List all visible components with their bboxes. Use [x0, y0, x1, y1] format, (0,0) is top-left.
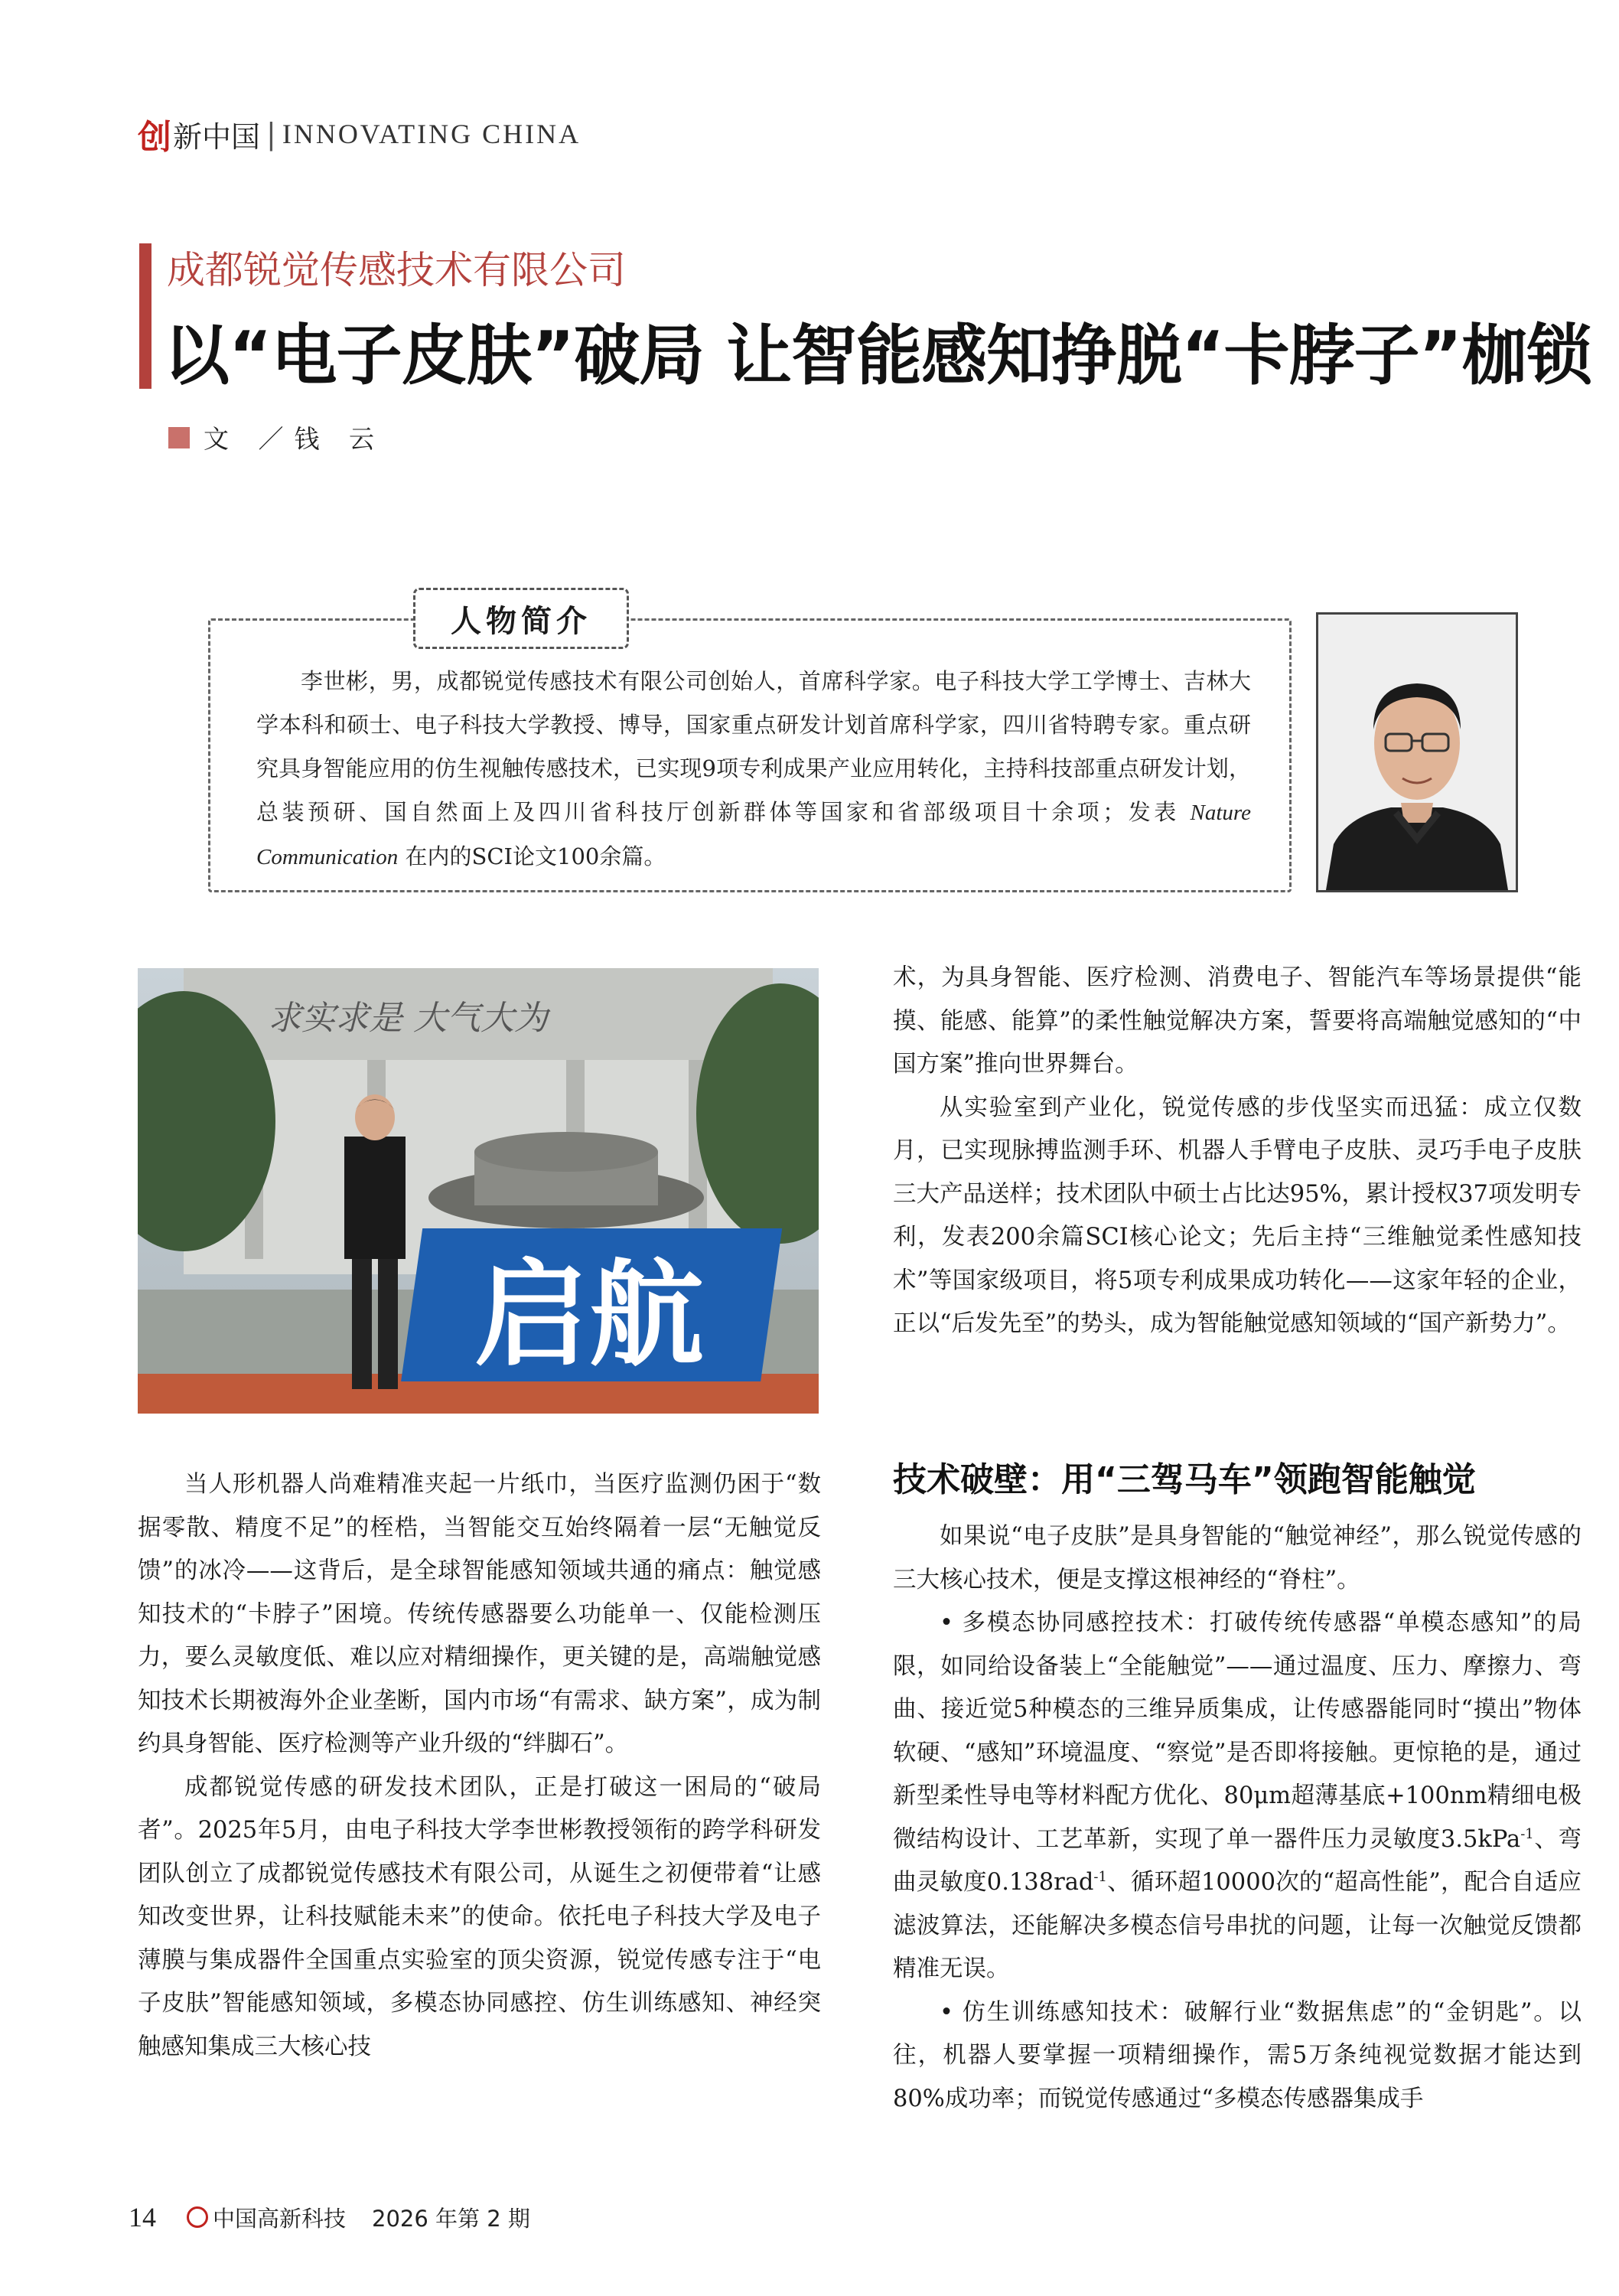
article-title: 以“电子皮肤”破局 让智能感知挣脱“卡脖子”枷锁	[164, 318, 1592, 394]
paragraph: 从实验室到产业化，锐觉传感的步伐坚实而迅猛：成立仅数月，已实现脉搏监测手环、机器人手臂电子皮肤、灵巧手电子皮肤三大产品送样；技术团队中硕士占比达95%，累计授权37项发明专利，发表200余篇SCI核心论文；先后主持“三维触觉柔性感知技术”等国家级项目，将5项专利成果成功转化——这家年轻的企业，正以“后发先至”的势头，成为智能触觉感知领域的“国产新势力”。	[893, 1094, 1582, 1337]
company-name: 成都锐觉传感技术有限公司	[167, 248, 626, 292]
page-footer	[129, 2201, 530, 2233]
profile-journal-name: Nature Communication	[256, 801, 1251, 869]
header-separator: |	[266, 117, 276, 151]
running-header	[138, 111, 581, 157]
profile-label-text: 人物简介	[451, 603, 591, 639]
paragraph: 当人形机器人尚难精准夹起一片纸巾，当医疗监测仍困于“数据零散、精度不足”的桎梏，当智能交互始终隔着一层“无触觉反馈”的冰冷——这背后，是全球智能感知领域共通的痛点：触觉感知技术的“卡脖子”困境。传统传感器要么功能单一、仅能检测压力，要么灵敏度低、难以应对精细操作，更关键的是，高端触觉感知技术长期被海外企业垄断，国内市场“有需求、缺方案”，成为制约具身智能、医疗检测等产业升级的“绊脚石”。	[138, 1471, 821, 1757]
paragraph: 如果说“电子皮肤”是具身智能的“触觉神经”，那么锐觉传感的三大核心技术，便是支撑这根神经的“脊柱”。	[893, 1523, 1582, 1593]
photo-sign-text: 启航	[474, 1249, 705, 1382]
photo-banner-text: 求实求是 大气大为	[268, 999, 548, 1038]
superscript: -1	[1520, 1825, 1534, 1842]
profile-text-part1: 李世彬，男，成都锐觉传感技术有限公司创始人，首席科学家。电子科技大学工学博士、吉林大学本科和硕士、电子科技大学教授、博导，国家重点研发计划首席科学家，四川省特聘专家。重点研究具身智能应用的仿生视触传感技术，已实现9项专利成果产业应用转化，主持科技部重点研发计划，总装预研、国自然面上及四川省科技厅创新群体等国家和省部级项目十余项；发表	[256, 668, 1251, 825]
right-column-top	[893, 957, 1582, 1346]
magazine-logo-icon	[187, 2206, 208, 2228]
header-brand-first-char: 创	[138, 118, 171, 157]
title-accent-bar	[139, 243, 151, 389]
byline-square-icon	[168, 427, 190, 448]
magazine-name: 中国高新科技	[213, 2205, 347, 2232]
paragraph-multimodal	[893, 1602, 1582, 1991]
campus-illustration	[138, 968, 819, 1414]
profile-text	[256, 660, 1251, 879]
page-number: 14	[129, 2202, 156, 2232]
byline-text: 文 ／钱 云	[204, 424, 385, 454]
paragraph: 术，为具身智能、医疗检测、消费电子、智能汽车等场景提供“能摸、能感、能算”的柔性触觉解决方案，誓要将高端触觉感知的“中国方案”推向世界舞台。	[893, 964, 1582, 1078]
profile-text-part2: 在内的SCI论文100余篇。	[405, 843, 666, 869]
text-run: 、弯曲灵敏度0.138rad	[893, 1825, 1582, 1896]
section-heading: 技术破壁：用“三驾马车”领跑智能触觉	[893, 1460, 1476, 1499]
byline	[168, 419, 385, 455]
superscript: -1	[1093, 1868, 1107, 1885]
portrait-photo	[1316, 612, 1518, 892]
right-column-bottom	[893, 1515, 1582, 2121]
header-brand-rest: 新中国	[173, 119, 261, 154]
text-run: 、循环超10000次的“超高性能”，配合自适应滤波算法，还能解决多模态信号串扰的问题，让每一次触觉反馈都精准无误。	[893, 1869, 1582, 1982]
text-run: • 多模态协同感控技术：打破传统传感器“单模态感知”的局限，如同给设备装上“全能触觉”——通过温度、压力、摩擦力、弯曲、接近觉5种模态的三维异质集成，让传感器能同时“摸出”物体软硬、“感知”环境温度、“察觉”是否即将接触。更惊艳的是，通过新型柔性导电等材料配方优化、80μm超薄基底+100nm精细电极微结构设计、工艺革新，实现了单一器件压力灵敏度3.5kPa	[893, 1609, 1582, 1853]
paragraph: 成都锐觉传感的研发技术团队，正是打破这一困局的“破局者”。2025年5月，由电子科技大学李世彬教授领衔的跨学科研发团队创立了成都锐觉传感技术有限公司，从诞生之初便带着“让感知改变世界，让科技赋能未来”的使命。依托电子科技大学及电子薄膜与集成器件全国重点实验室的顶尖资源，锐觉传感专注于“电子皮肤”智能感知领域，多模态协同感控、仿生训练感知、神经突触感知集成三大核心技	[138, 1773, 821, 2060]
profile-label	[413, 588, 629, 649]
left-column	[138, 1463, 821, 2069]
issue-number: 2026 年第 2 期	[372, 2205, 530, 2232]
portrait-illustration	[1318, 615, 1516, 890]
header-brand-en: INNOVATING CHINA	[282, 119, 581, 149]
paragraph: • 仿生训练感知技术：破解行业“数据焦虑”的“金钥匙”。以往，机器人要掌握一项精细操作，需5万条纯视觉数据才能达到80%成功率；而锐觉传感通过“多模态传感器集成手	[893, 1998, 1582, 2112]
campus-photo	[138, 968, 819, 1414]
